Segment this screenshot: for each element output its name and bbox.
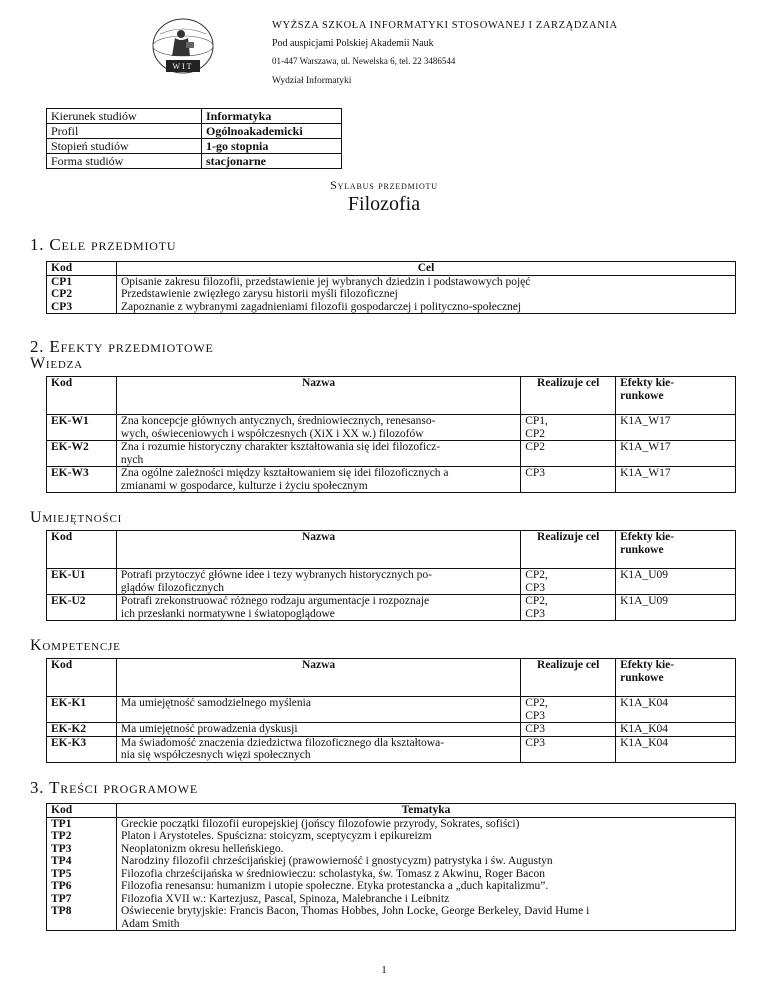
col-code: Kod	[47, 659, 117, 697]
section-heading-outcomes: 2. Efekty przedmiotowe	[30, 337, 214, 356]
table-row	[47, 569, 736, 595]
subheading-competences: Kompetencje	[30, 637, 121, 654]
table-row	[47, 830, 736, 843]
col-effects-line2: runkowe	[620, 543, 664, 556]
row-topic: Neoplatonizm okresu helleńskiego.	[117, 843, 736, 856]
knowledge-table	[46, 376, 736, 493]
row-name: Ma świadomość znaczenia dziedzictwa filozoficznego dla kształtowa- nia się współczesnych więzi społecznych	[116, 736, 520, 762]
info-value: Informatyka	[202, 109, 342, 124]
row-goals: CP3	[521, 736, 616, 762]
table-row	[47, 905, 736, 931]
course-title: Filozofia	[347, 193, 421, 215]
col-realizes: Realizuje cel	[521, 659, 616, 697]
row-effect: K1A_K04	[616, 723, 736, 737]
section-heading-content: 3. Treści programowe	[30, 778, 199, 797]
table-header-row	[47, 804, 736, 818]
row-name: Zna i rozumie historyczny charakter kształtowania się idei filozoficz- nych	[116, 441, 520, 467]
row-topic: Oświecenie brytyjskie: Francis Bacon, Thomas Hobbes, John Locke, George Berkeley, David Hume i Adam Smith	[117, 905, 736, 931]
row-code: TP8	[47, 905, 117, 931]
info-value: 1-go stopnia	[202, 139, 342, 154]
table-row	[47, 595, 736, 621]
col-name: Nazwa	[116, 531, 520, 569]
address-text: 01-447 Warszawa, ul. Newelska 6, tel. 22 3486544	[272, 55, 456, 66]
col-name: Nazwa	[116, 659, 520, 697]
col-code: Kod	[47, 377, 117, 415]
col-effects	[616, 659, 736, 697]
col-topic: Tematyka	[117, 804, 736, 818]
table-header-row	[47, 262, 736, 276]
row-topic: Filozofia renesansu: humanizm i utopie społeczne. Etyka protestancka a „duch kapitalizmu”.	[117, 880, 736, 893]
row-code: TP5	[47, 868, 117, 881]
row-effect: K1A_W17	[616, 415, 736, 441]
row-code: EK-K2	[47, 723, 117, 737]
row-code: TP4	[47, 855, 117, 868]
col-effects-line1: Efekty kie-	[620, 531, 675, 543]
info-label: Profil	[47, 124, 202, 139]
row-topic: Greckie początki filozofii europejskiej (jońscy filozofowie przyrody, Sokrates, sofiści)	[117, 817, 736, 830]
page-header	[0, 14, 768, 100]
col-goal: Cel	[117, 262, 736, 276]
info-label: Forma studiów	[47, 154, 202, 169]
patronage-text: Pod auspicjami Polskiej Akademii Nauk	[272, 37, 434, 49]
info-value: stacjonarne	[202, 154, 342, 169]
row-code: TP2	[47, 830, 117, 843]
table-row	[47, 855, 736, 868]
row-code: CP3	[47, 301, 117, 314]
table-row	[47, 275, 736, 288]
col-effects	[616, 377, 736, 415]
row-code: EK-W1	[47, 415, 117, 441]
syllabus-label: Sylabus przedmiotu	[330, 178, 438, 192]
info-row	[47, 124, 342, 139]
row-goals: CP3	[521, 467, 616, 493]
program-content-table	[46, 803, 736, 931]
table-row	[47, 880, 736, 893]
table-row	[47, 288, 736, 301]
page-number: 1	[381, 964, 387, 976]
row-code: EK-K3	[47, 736, 117, 762]
row-goals: CP3	[521, 723, 616, 737]
col-effects-line1: Efekty kie-	[620, 659, 675, 671]
info-row	[47, 139, 342, 154]
info-label: Stopień studiów	[47, 139, 202, 154]
header-text	[272, 20, 618, 88]
row-code: EK-U2	[47, 595, 117, 621]
row-goals: CP2, CP3	[521, 697, 616, 723]
row-name: Ma umiejętność prowadzenia dyskusji	[116, 723, 520, 737]
info-row	[47, 109, 342, 124]
row-code: CP2	[47, 288, 117, 301]
col-realizes: Realizuje cel	[521, 377, 616, 415]
col-effects	[616, 531, 736, 569]
row-text: Zapoznanie z wybranymi zagadnieniami filozofii gospodarczej i polityczno-społecznej	[117, 301, 736, 314]
row-effect: K1A_W17	[616, 467, 736, 493]
row-code: EK-W3	[47, 467, 117, 493]
row-topic: Filozofia chrześcijańska w średniowieczu: scholastyka, św. Tomasz z Akwinu, Roger Bacon	[117, 868, 736, 881]
row-code: EK-W2	[47, 441, 117, 467]
info-value: Ogólnoakademicki	[202, 124, 342, 139]
info-label: Kierunek studiów	[47, 109, 202, 124]
row-goals: CP2, CP3	[521, 569, 616, 595]
competences-table	[46, 658, 736, 763]
table-row	[47, 697, 736, 723]
row-topic: Filozofia XVII w.: Kartezjusz, Pascal, Spinoza, Malebranche i Leibnitz	[117, 893, 736, 906]
table-row	[47, 467, 736, 493]
row-effect: K1A_U09	[616, 595, 736, 621]
row-code: EK-U1	[47, 569, 117, 595]
row-code: TP1	[47, 817, 117, 830]
table-row	[47, 301, 736, 314]
table-header-row	[47, 659, 736, 697]
university-name: WYŻSZA SZKOŁA INFORMATYKI STOSOWANEJ I ZARZĄDZANIA	[272, 20, 618, 31]
row-name: Potrafi zrekonstruować różnego rodzaju argumentacje i rozpoznaje ich przesłanki normatywne i światopoglądowe	[116, 595, 520, 621]
col-name: Nazwa	[116, 377, 520, 415]
table-row	[47, 415, 736, 441]
row-name: Zna koncepcje głównych antycznych, średniowiecznych, renesanso- wych, oświeceniowych i współczesnych (XiX i XX w.) filozofów	[116, 415, 520, 441]
table-row	[47, 843, 736, 856]
col-code: Kod	[47, 531, 117, 569]
col-code: Kod	[47, 262, 117, 276]
row-effect: K1A_U09	[616, 569, 736, 595]
col-effects-line2: runkowe	[620, 671, 664, 684]
row-code: TP3	[47, 843, 117, 856]
row-code: TP6	[47, 880, 117, 893]
col-effects-line1: Efekty kie-	[620, 377, 675, 389]
row-code: CP1	[47, 275, 117, 288]
row-text: Przedstawienie zwięzłego zarysu historii myśli filozoficznej	[117, 288, 736, 301]
row-text: Opisanie zakresu filozofii, przedstawienie jej wybranych dziedzin i podstawowych pojęć	[117, 275, 736, 288]
row-topic: Narodziny filozofii chrześcijańskiej (prawowierność i gnostycyzm) patrystyka i św. Augustyn	[117, 855, 736, 868]
skills-table	[46, 530, 736, 621]
table-row	[47, 893, 736, 906]
info-row	[47, 154, 342, 169]
table-header-row	[47, 531, 736, 569]
col-effects-line2: runkowe	[620, 389, 664, 402]
subheading-knowledge: Wiedza	[30, 355, 83, 372]
row-goals: CP1, CP2	[521, 415, 616, 441]
logo-text: WIT	[172, 62, 194, 71]
study-info-table	[46, 108, 342, 169]
row-code: EK-K1	[47, 697, 117, 723]
row-name: Potrafi przytoczyć główne idee i tezy wybranych historycznych po- glądów filozoficznych	[116, 569, 520, 595]
col-realizes: Realizuje cel	[521, 531, 616, 569]
table-row	[47, 817, 736, 830]
row-name: Zna ogólne zależności między kształtowaniem się idei filozoficznych a zmianami w gospodarce, kulturze i życiu społecznym	[116, 467, 520, 493]
col-code: Kod	[47, 804, 117, 818]
table-row	[47, 736, 736, 762]
row-effect: K1A_K04	[616, 736, 736, 762]
row-topic: Platon i Arystoteles. Spuścizna: stoicyzm, sceptycyzm i epikureizm	[117, 830, 736, 843]
row-name: Ma umiejętność samodzielnego myślenia	[116, 697, 520, 723]
row-code: TP7	[47, 893, 117, 906]
table-header-row	[47, 377, 736, 415]
row-effect: K1A_K04	[616, 697, 736, 723]
row-goals: CP2	[521, 441, 616, 467]
university-logo	[150, 16, 216, 78]
row-effect: K1A_W17	[616, 441, 736, 467]
row-goals: CP2, CP3	[521, 595, 616, 621]
subheading-skills: Umiejętności	[30, 509, 123, 526]
faculty-name: Wydział Informatyki	[272, 76, 352, 87]
table-row	[47, 723, 736, 737]
table-row	[47, 441, 736, 467]
goals-table	[46, 261, 736, 314]
section-heading-goals: 1. Cele przedmiotu	[30, 235, 177, 254]
table-row	[47, 868, 736, 881]
